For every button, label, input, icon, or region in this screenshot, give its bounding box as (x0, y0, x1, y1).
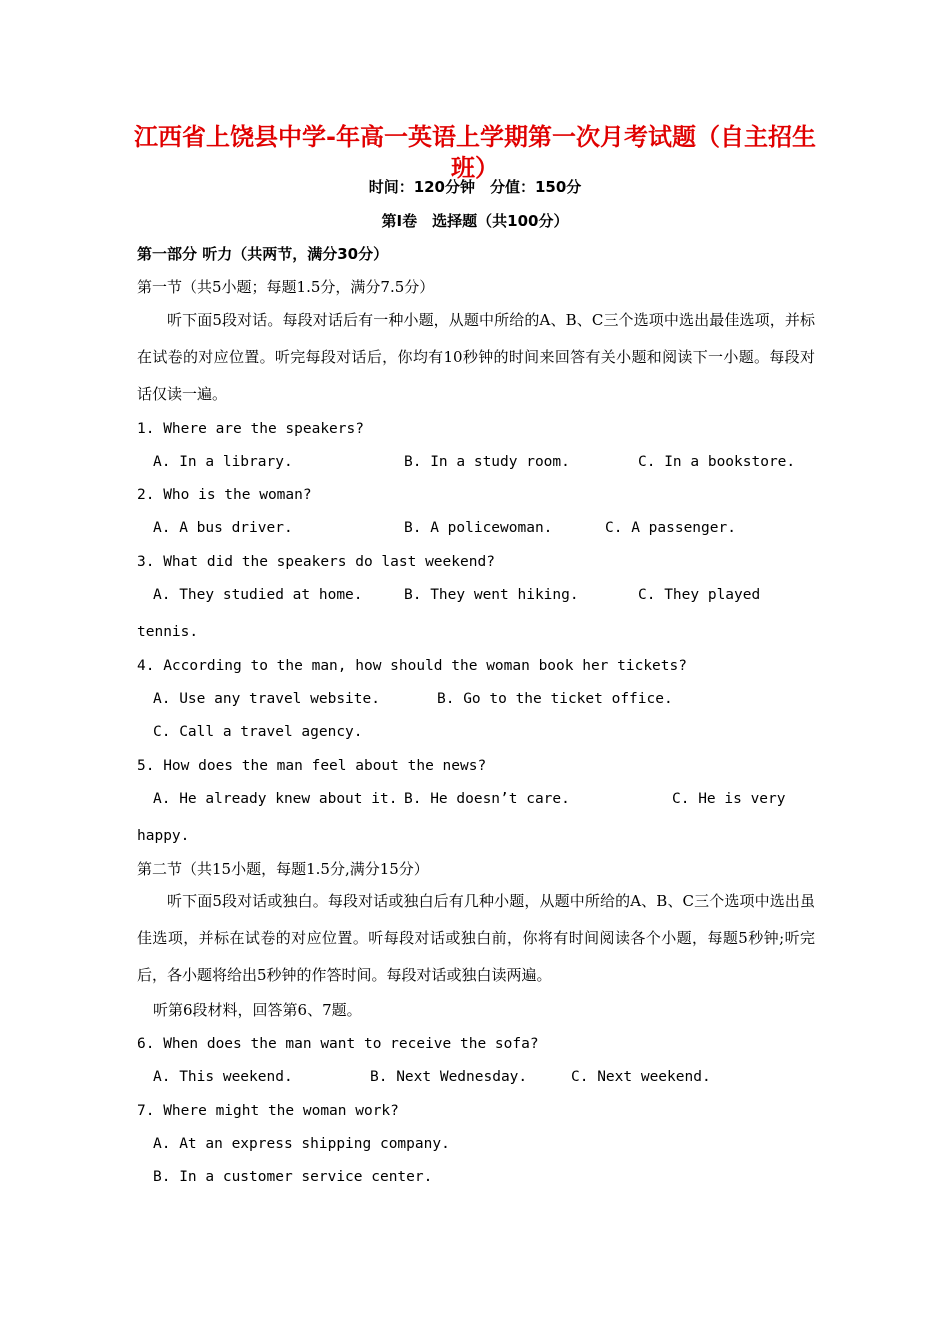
material-6-heading: 听第6段材料，回答第6、7题。 (153, 1001, 362, 1019)
question-1: 1. Where are the speakers? (137, 421, 364, 437)
section2-instructions: 听下面5段对话或独白。每段对话或独白后有几种小题，从题中所给的A、B、C三个选项中选出虽佳选项，并标在试卷的对应位置。听每段对话或独白前，你将有时间阅读各个小题，每题5秒钟;听完后，各小题将给出5秒钟的作答时间。每段对话或独白读两遍。 (137, 892, 815, 984)
section2-heading: 第二节（共15小题，每题1.5分,满分15分） (137, 860, 429, 878)
q4-option-c: C. Call a travel agency. (153, 724, 363, 740)
q2-option-b: B. A policewoman. (404, 520, 553, 536)
volume-heading: 第Ⅰ卷 选择题（共100分） (381, 212, 569, 230)
q7-option-a: A. At an express shipping company. (153, 1136, 450, 1152)
q3-option-a: A. They studied at home. (153, 587, 363, 603)
q3-option-b: B. They went hiking. (404, 587, 579, 603)
document-title: 江西省上饶县中学-年高一英语上学期第一次月考试题（自主招生班） (134, 123, 816, 182)
q5-option-a: A. He already knew about it. (153, 791, 398, 807)
time-score-line: 时间：120分钟 分值：150分 (368, 178, 582, 196)
question-3: 3. What did the speakers do last weekend? (137, 554, 495, 570)
q6-option-b: B. Next Wednesday. (370, 1069, 528, 1085)
q4-option-b: B. Go to the ticket office. (437, 691, 673, 707)
section1-instructions: 听下面5段对话。每段对话后有一种小题，从题中所给的A、B、C三个选项中选出最佳选项，并标在试卷的对应位置。听完每段对话后，你均有10秒钟的时间来回答有关小题和阅读下一小题。每段对话仅读一遍。 (137, 311, 815, 403)
q6-option-a: A. This weekend. (153, 1069, 293, 1085)
q5-option-b: B. He doesn’t care. (404, 791, 570, 807)
q1-option-a: A. In a library. (153, 454, 293, 470)
q4-option-a: A. Use any travel website. (153, 691, 380, 707)
question-4: 4. According to the man, how should the woman book her tickets? (137, 658, 687, 674)
question-6: 6. When does the man want to receive the sofa? (137, 1036, 539, 1052)
q2-option-a: A. A bus driver. (153, 520, 293, 536)
q3-option-c: C. They played (638, 587, 761, 603)
q1-option-c: C. In a bookstore. (638, 454, 796, 470)
question-2: 2. Who is the woman? (137, 487, 312, 503)
part-heading: 第一部分 听力（共两节，满分30分） (137, 245, 389, 263)
q2-option-c: C. A passenger. (605, 520, 736, 536)
q6-option-c: C. Next weekend. (571, 1069, 711, 1085)
question-7: 7. Where might the woman work? (137, 1103, 399, 1119)
question-5: 5. How does the man feel about the news? (137, 758, 487, 774)
q1-option-b: B. In a study room. (404, 454, 570, 470)
q5-option-c-continued: happy. (137, 828, 190, 844)
q7-option-b: B. In a customer service center. (153, 1169, 433, 1185)
q5-option-c: C. He is very (672, 791, 786, 807)
section1-heading: 第一节（共5小题；每题1.5分，满分7.5分） (137, 278, 435, 296)
q3-option-c-continued: tennis. (137, 624, 199, 640)
